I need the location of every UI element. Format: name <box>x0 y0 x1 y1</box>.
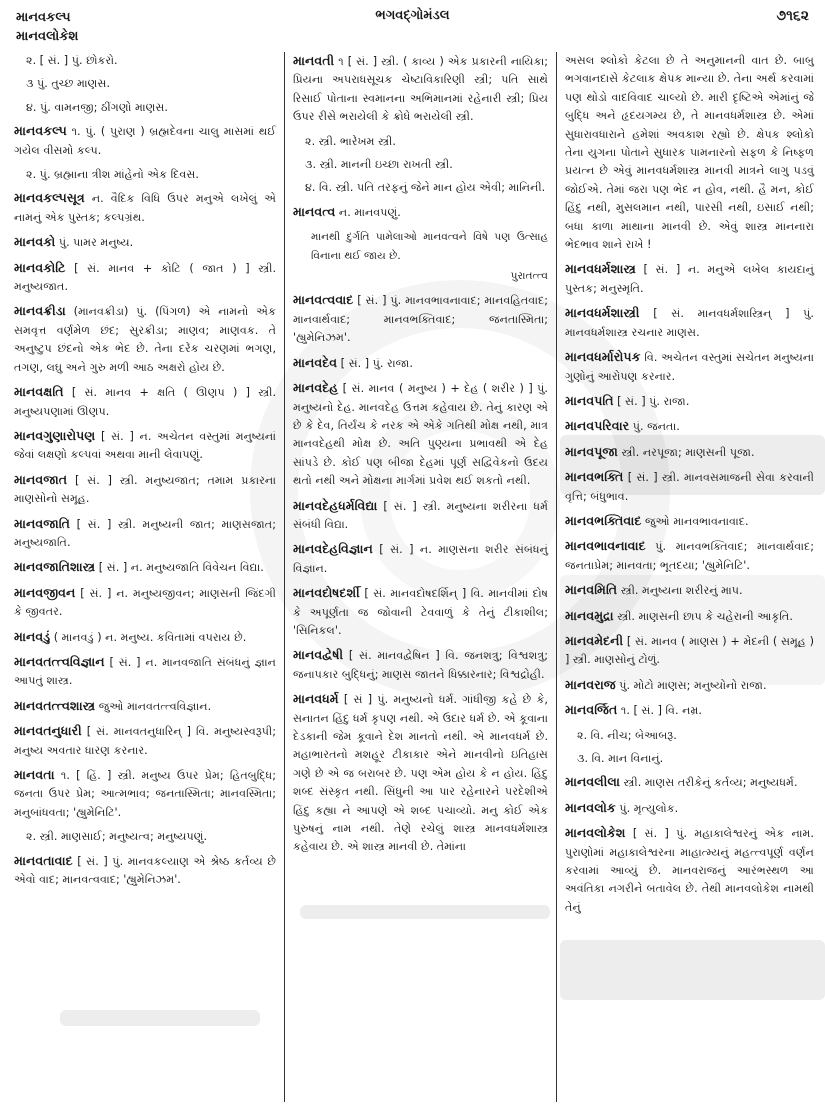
entry-definition: ૧ [ સં. ] સ્ત્રી. ( કાવ્ય ) એક પ્રકારની નાયિકા; પ્રિયના અપરાધસૂચક ચેષ્ટાવિકારિણી સ્ત્રી; પતિ સાથે રિસાઈ પોતાના સ્વમાનના અભિમાનમાં રહેનારી સ્ત્રી; પ્રિય ઉપર રીસે ભરાયેલી કે ક્રોધે ભરાયેલી સ્ત્રી. <box>293 55 548 124</box>
usage-quote: માનથી દુર્ગતિ પામેલાઓ માનવત્વને વિષે પણ ઉત્સાહ વિનાના થઈ જાય છે. <box>311 231 548 262</box>
dictionary-entry <box>14 584 276 622</box>
entry-definition: ન. વૈદિક વિધિ ઉપર મનુએ લખેલું એ નામનું એક પુસ્તક; કલ્પગ્રંથ. <box>14 192 276 224</box>
guide-word-last: માનવલોકેશ <box>16 29 79 44</box>
entry-definition: (માનવક્રીડા) પું. (પિંગળ) એ નામનો એક સમવૃત્ત વર્ણમેળ છંદ; સુરક્રીડા; માણવ; માણવક. તે અનુષ્ટુપ છંદનો એક ભેદ છે. તેના દરેક ચરણમાં ભગણ, તગણ, લઘુ અને ગુરુ મળી આઠ અક્ષરો હોય છે. <box>14 305 276 374</box>
dictionary-entry <box>565 512 814 531</box>
entry-headword: માનવડું <box>14 628 51 644</box>
entry-headword: માનવદેવ <box>293 354 338 370</box>
dictionary-entry <box>565 581 814 600</box>
entry-definition: [ સં. ] ન. મનુષ્યજાતિ વિવેચન વિદ્યા. <box>98 561 264 575</box>
entry-headword: માનવભાવનાવાદ <box>565 538 646 554</box>
dictionary-entry <box>14 852 276 890</box>
dictionary-entry <box>14 766 276 822</box>
entry-definition: [ સં. ] પું. મહાકાલેશ્વરનું એક નામ. પુરાણોમાં મહાકાલેશ્વરના માહાત્મ્યનું મહત્ત્વપૂર્ણ વર્ણન કરવામાં આવ્યું છે. માનવરાજનું આરંભસ્થળ આ અવંતિકા નગરીને બતાવેલ છે. તેથી માનવલોકેશ નામથી તેનું <box>565 827 814 914</box>
entry-headword: માનવધર્મ <box>293 691 339 707</box>
entry-headword: માનવતત્ત્વવિજ્ઞાન <box>14 653 105 669</box>
entry-definition: [ સં. ] સ્ત્રી. મનુષ્યજાત; તમામ પ્રકારના માણસોનો સમૂહ. <box>14 473 277 506</box>
entry-headword: માનવમિતિ <box>565 582 618 598</box>
dictionary-entry <box>565 537 814 575</box>
entry-headword: માનવજાતિ <box>14 515 70 531</box>
entry-definition: સ્ત્રી. મનુષ્યના શરીરનું માપ. <box>620 584 743 598</box>
dictionary-entry <box>14 471 276 509</box>
page-header <box>0 0 825 50</box>
entry-sense: ૩. વિ. માન વિનાનું. <box>577 752 664 765</box>
entry-definition: [ સં. માનવ + ક્ષતિ ( ઊણપ ) ] સ્ત્રી. મનુષ્યપણામાં ઊણપ. <box>14 386 276 418</box>
entry-definition: [ સં. ] સ્ત્રી. મનુષ્યની જાત; માણસજાત; મનુષ્યજાતિ. <box>14 517 276 549</box>
dictionary-entry <box>14 628 276 647</box>
entry-definition: [ સં. ] સ્ત્રી. મનુષ્યના શરીરના ધર્મ સંબંધી વિદ્યા. <box>293 499 548 531</box>
entry-definition: વિ. અચેતન વસ્તુમાં સચેતન મનુષ્યના ગુણોનું આરોપણ કરનાર. <box>565 351 814 383</box>
entry-headword: માનવદેહવિજ્ઞાન <box>293 541 373 557</box>
entry-headword: માનવપૂજા <box>565 443 618 459</box>
entry-headword: માનવધર્મારોપક <box>565 349 641 365</box>
entry-definition: પું. પામર મનુષ્ય. <box>58 236 134 250</box>
column-3 <box>556 52 814 1102</box>
entry-headword: માનવકોટિ <box>14 259 66 275</box>
dictionary-entry <box>293 497 548 535</box>
entry-definition: ૧. પું. ( પુરાણ ) બ્રહ્મદેવના ચાલુ માસમાં થઈ ગયેલ વીસમો કલ્પ. <box>14 125 276 157</box>
entry-headword: માનવદેહ <box>293 380 339 396</box>
entry-headword: માનવપતિ <box>565 392 614 408</box>
entry-headword: માનવત્વ <box>293 203 336 219</box>
dictionary-entry <box>293 584 548 640</box>
entry-definition: ન. માનવપણું. <box>338 205 401 219</box>
dictionary-entry <box>293 203 548 222</box>
dictionary-entry <box>565 701 814 720</box>
entry-definition: [ સં. ] ન. મનુષ્યજીવન; માણસની જિંદગી કે જીવતર. <box>14 586 276 619</box>
entry-headword: માનવક્ષતિ <box>14 384 64 400</box>
entry-sense: ૩. સ્ત્રી. માનની ઇચ્છા રાખતી સ્ત્રી. <box>305 158 453 172</box>
entry-headword: માનવજાત <box>14 471 68 487</box>
dictionary-entry <box>14 515 276 553</box>
dictionary-entry <box>565 348 814 386</box>
entry-continuation: અસલ શ્લોકો કેટલા છે તે અનુમાનની વાત છે. બાબુ ભગવાનદાસે કેટલાક ક્ષેપક માન્યા છે. તેના અર્થ કરવામાં પણ થોડો વાદવિવાદ ચાલ્યો છે. મારી દૃષ્ટિએ એમાંનું જે બુદ્ધિ અને હૃદયગમ્ય છે, તે માનવધર્મશાસ્ત્ર છે. એમાં સુધારાવધારાને હમેશાં અવકાશ રહ્યો છે. ક્ષેપક શ્લોકો તેના યુગના પોતાને સુધારક પામનારનો સફળ કે નિષ્ફળ પ્રયત્ન છે એવું માનવધર્મશાસ્ત્ર માનવી માત્રને લાગુ પડવું જોઈએ. તેમાં જરા પણ ભેદ ન હોવ, નથી. હૈ મન, કોઈ હિંદુ નથી, મુસલમાન નથી, પારસી નથી, ઇસાઈ નથી; બધા કાળા માથાના માનવી છે. એવું શાસ્ત્ર માનનારા ભેદભાવ શાને રાખે ! <box>565 54 814 252</box>
page-number: ૭૧૬૨ <box>776 8 809 24</box>
dictionary-entry <box>293 291 548 347</box>
entry-headword: માનવલોક <box>565 799 616 815</box>
dictionary-entry <box>565 443 814 462</box>
dictionary-entry <box>14 189 276 227</box>
dictionary-entry <box>14 302 276 377</box>
entry-headword: માનવદ્વેષી <box>293 647 344 663</box>
entry-definition: પું. મોટો માણસ; મનુષ્યોનો રાજા. <box>619 678 767 692</box>
entry-headword: માનવકલ્પસૂત્ર <box>14 190 85 206</box>
dictionary-entry <box>293 540 548 578</box>
entry-headword: માનવત્વવાદ <box>293 292 354 308</box>
entry-definition: [ સં. માનવદોષદર્શિન્ ] વિ. માનવીમાં દોષ કે અપૂર્ણતા જ જોવાની ટેવવાળું કે તેનું ટીકાશીલ; 'સિનિકલ'. <box>293 587 548 637</box>
entry-headword: માનવતનુધારી <box>14 723 82 739</box>
entry-headword: માનવજીવન <box>14 584 76 600</box>
entry-headword: માનવતાવાદ <box>14 852 73 868</box>
dictionary-entry <box>14 259 276 297</box>
dictionary-entry <box>565 260 814 298</box>
entry-definition: [ સં. ] ન. માનવજાતિ સંબંધનું જ્ઞાન આપતું શાસ્ત્ર. <box>14 655 276 688</box>
entry-definition: [ સં. ] ન. અચેતન વસ્તુમાં મનુષ્યનાં જેવાં લક્ષણો કલ્પવાં અથવા માની લેવાપણું. <box>14 429 276 462</box>
dictionary-entry <box>565 304 814 342</box>
entry-headword: માનવભક્તિવાદ <box>565 512 642 528</box>
dictionary-entry <box>565 632 814 670</box>
column-2 <box>284 52 548 1102</box>
entry-definition: [ સં ] પું. મનુષ્યનો ધર્મ. ગાંધીજી કહે છે કે, સનાતન હિંદુ ધર્મ કૃપણ નથી. એ ઉદાર ધર્મ છે. એ કૂવાના દેડકાની જેમ કૂવાને દેશ માનતો નથી. એ માનવધર્મ છે. મહાભારતનો મશહૂર ટીકાકાર એને માનવીનો ઇતિહાસ ગણે છે એ જ બરાબર છે. પણ એમ હોય કે ન હોય. હિંદુ શબ્દ સંસ્કૃત નથી. સિંધુની આ પાર રહેનારને પરદેશીએ હિંદુ કહ્યા ને આપણે એ શબ્દ પચાવ્યો. મનુ કોઈ એક પુરુષનું નામ નથી. તેણે રચેલું શાસ્ત્ર માનવધર્મશાસ્ત્ર કહેવાય છે. એ શાસ્ત્ર માનવી છે. તેમાંના <box>293 693 548 854</box>
entry-headword: માનવજાતિશાસ્ત્ર <box>14 559 96 575</box>
entry-definition: [ સં. માનવદ્વેષિન ] વિ. જનશત્રુ; વિશ્વશત્રુ; જનાપકાર બુદ્ધિનું; માણસ જાતને ધિક્કારનાર; વિશ્વદ્રોહી. <box>293 649 548 681</box>
entry-headword: માનવલોકેશ <box>565 825 626 841</box>
dictionary-entry <box>14 558 276 577</box>
dictionary-entry <box>14 233 276 252</box>
entry-headword: માનવતી <box>293 53 335 68</box>
entry-headword: માનવભક્તિ <box>565 469 624 485</box>
entry-headword: માનવરાજ <box>565 676 616 692</box>
entry-definition: [ સં. ] ન. માણસના શરીર સંબંધનું વિજ્ઞાન. <box>293 543 548 575</box>
entry-sense: ૨. સ્ત્રી. ભારેખમ સ્ત્રી. <box>305 134 396 148</box>
entry-headword: માનવકલ્પ <box>14 123 67 139</box>
entry-definition: [ સં. ] પું. રાજા. <box>617 394 690 408</box>
entry-headword: માનવદેહધર્મવિદ્યા <box>293 497 378 513</box>
entry-headword: માનવકો <box>14 234 56 250</box>
dictionary-entry <box>14 122 276 160</box>
dictionary-entry <box>293 690 548 857</box>
dictionary-entry <box>293 52 548 127</box>
dictionary-entry <box>565 799 814 818</box>
entry-headword: માનવતા <box>14 767 55 782</box>
entry-headword: માનવપરિવાર <box>565 418 630 434</box>
entry-definition: પું. જનતા. <box>632 420 680 434</box>
dictionary-entry <box>565 468 814 506</box>
entry-definition: જુઓ માનવભાવનાવાદ. <box>644 514 749 528</box>
entry-definition: [ સં. ] સ્ત્રી. માનવસમાજની સેવા કરવાની વૃત્તિ; બંધુભાવ. <box>565 471 814 503</box>
entry-definition: ( માનવડું ) ન. મનુષ્ય. કવિતામાં વપરાય છે. <box>53 630 247 644</box>
entry-headword: માનવધર્મશાસ્ત્રી <box>565 305 640 321</box>
dictionary-entry <box>14 697 276 716</box>
entry-headword: માનવદોષદર્શી <box>293 585 360 601</box>
entry-headword: માનવધર્મશાસ્ત્ર <box>565 261 636 277</box>
dictionary-entry <box>565 773 814 792</box>
dictionary-entry <box>293 379 548 490</box>
entry-definition: [ સં. માનવતનુધારિન્ ] વિ. મનુષ્યસ્વરૂપી; મનુષ્ય અવતાર ધારણ કરનાર. <box>14 725 277 757</box>
column-1 <box>14 52 276 1102</box>
dictionary-entry <box>565 607 814 626</box>
entry-definition: [ સં. ] ન. મનુએ લખેલ કાયદાનું પુસ્તક; મનુસ્મૃતિ. <box>565 263 815 295</box>
guide-word-first: માનવકલ્પ <box>16 10 71 25</box>
dictionary-entry <box>14 383 276 421</box>
entry-definition: [ સં. માનવધર્મશાસ્ત્રિન્ ] પું. માનવધર્મશાસ્ત્ર રચનાર માણસ. <box>565 307 814 339</box>
dictionary-entry <box>565 417 814 436</box>
entry-sense: ૨. પું. બ્રહ્માના ત્રીશ માંહેનો એક દિવસ. <box>26 168 199 182</box>
entry-definition: [ સં. ] પું. માનવભાવનાવાદ; માનવહિતવાદ; માનવાર્થવાદ; માનવભક્તિવાદ; જનતાસ્મિતા; 'હ્યુમેનિઝમ'. <box>293 294 549 345</box>
entry-definition: [ સં. માનવ ( મનુષ્ય ) + દેહ ( શરીર ) ] પું. મનુષ્યનો દેહ. માનવદેહ ઉત્તમ કહેવાય છે. તેનું કારણ એ છે કે દેવ, તિર્યંચ કે નરક એ એકે ગતિથી મોક્ષ નથી, માત્ર માનવદેહથી મોક્ષ છે. અતિ પુણ્યના પ્રભાવથી એ દેહ સાંપડે છે. કોઈ પણ બીજા દેહમાં પૂર્ણ સદ્વિવેકનો ઉદય થતો નથી અને મોક્ષના માર્ગમાં પ્રવેશ થઈ શકતો નથી. <box>293 382 548 488</box>
entry-definition: જુઓ માનવતત્ત્વવિજ્ઞાન. <box>98 699 212 713</box>
entry-headword: માનવર્જિત <box>565 702 618 718</box>
dictionary-entry <box>14 427 276 465</box>
book-title: ભગવદ્ગોમંડલ <box>375 8 450 23</box>
entry-sense: ૨. [ સં. ] પું. છોકરો. <box>26 54 118 67</box>
dictionary-entry <box>14 722 276 760</box>
entry-definition: [ સં. માનવ + કોટિ ( જાત ) ] સ્ત્રી. મનુષ્યજાત. <box>14 261 277 294</box>
quote-source: પુરાતત્ત્વ <box>510 270 548 283</box>
entry-definition: ૧. [ હિં. ] સ્ત્રી. મનુષ્ય ઉપર પ્રેમ; હિતબુદ્ધિ; જનતા ઉપર પ્રેમ; આત્મભાવ; જનતાસ્મિતા; માનવસ્મિતા; મનુબાંધવતા; 'હ્યુમેનિટિ'. <box>14 769 277 819</box>
entry-definition: સ્ત્રી. માણસ તરીકેનું કર્તવ્ય; મનુષ્યધર્મ. <box>623 776 798 790</box>
entry-sense: ૩ પું. તુચ્છ માણસ. <box>26 77 111 91</box>
entry-headword: માનવલીલા <box>565 774 620 790</box>
entry-definition: [ સં. ] પું. માનવકલ્યાણ એ શ્રેષ્ઠ કર્તવ્ય છે એવો વાદ; માનવત્વવાદ; 'હ્યુમેનિઝમ'. <box>14 854 277 887</box>
entry-headword: માનવતત્ત્વશાસ્ત્ર <box>14 697 96 713</box>
entry-sense: ૨. વિ. નીચ; બેઆબરૂ. <box>577 728 677 742</box>
entry-sense: ૪. વિ. સ્ત્રી. પતિ તરફનું જેને માન હોય એવી; માનિની. <box>305 181 546 195</box>
entry-definition: [ સં. માનવ ( માણસ ) + મેદની ( સમૂહ ) ] સ્ત્રી. માણસોનું ટોળું. <box>565 634 814 667</box>
dictionary-entry <box>293 354 548 373</box>
entry-sense: ૪. પું. વામનજી; ઠીંગણો માણસ. <box>26 100 168 114</box>
entry-definition: [ સં. ] પું. રાજા. <box>340 356 413 370</box>
entry-headword: માનવમુદ્રા <box>565 607 614 623</box>
entry-headword: માનવમેદની <box>565 632 624 648</box>
dictionary-entry <box>293 646 548 684</box>
entry-definition: સ્ત્રી. માણસની છાપ કે ચહેરાની આકૃતિ. <box>617 609 793 623</box>
dictionary-entry <box>14 653 276 691</box>
entry-headword: માનવક્રીડા <box>14 303 66 319</box>
entry-definition: સ્ત્રી. નરપૂજા; માણસની પૂજા. <box>621 445 755 459</box>
entry-sense: ૨. સ્ત્રી. માણસાઈ; મનુષ્યત્વ; મનુષ્યપણું. <box>26 830 208 844</box>
dictionary-entry <box>565 676 814 695</box>
entry-headword: માનવગુણારોપણ <box>14 427 96 443</box>
entry-definition: ૧. [ સં. ] વિ. નમ્ર. <box>620 704 702 718</box>
dictionary-entry <box>565 824 814 917</box>
dictionary-entry <box>565 392 814 411</box>
entry-definition: પું. મૃત્યુલોક. <box>619 801 679 815</box>
dictionary-columns <box>0 52 825 1102</box>
entry-definition: પું. માનવભક્તિવાદ; માનવાર્થવાદ; જનતાપ્રેમ; માનવતા; ભૂતદયા; 'હ્યુમેનિટિ'. <box>565 540 814 572</box>
